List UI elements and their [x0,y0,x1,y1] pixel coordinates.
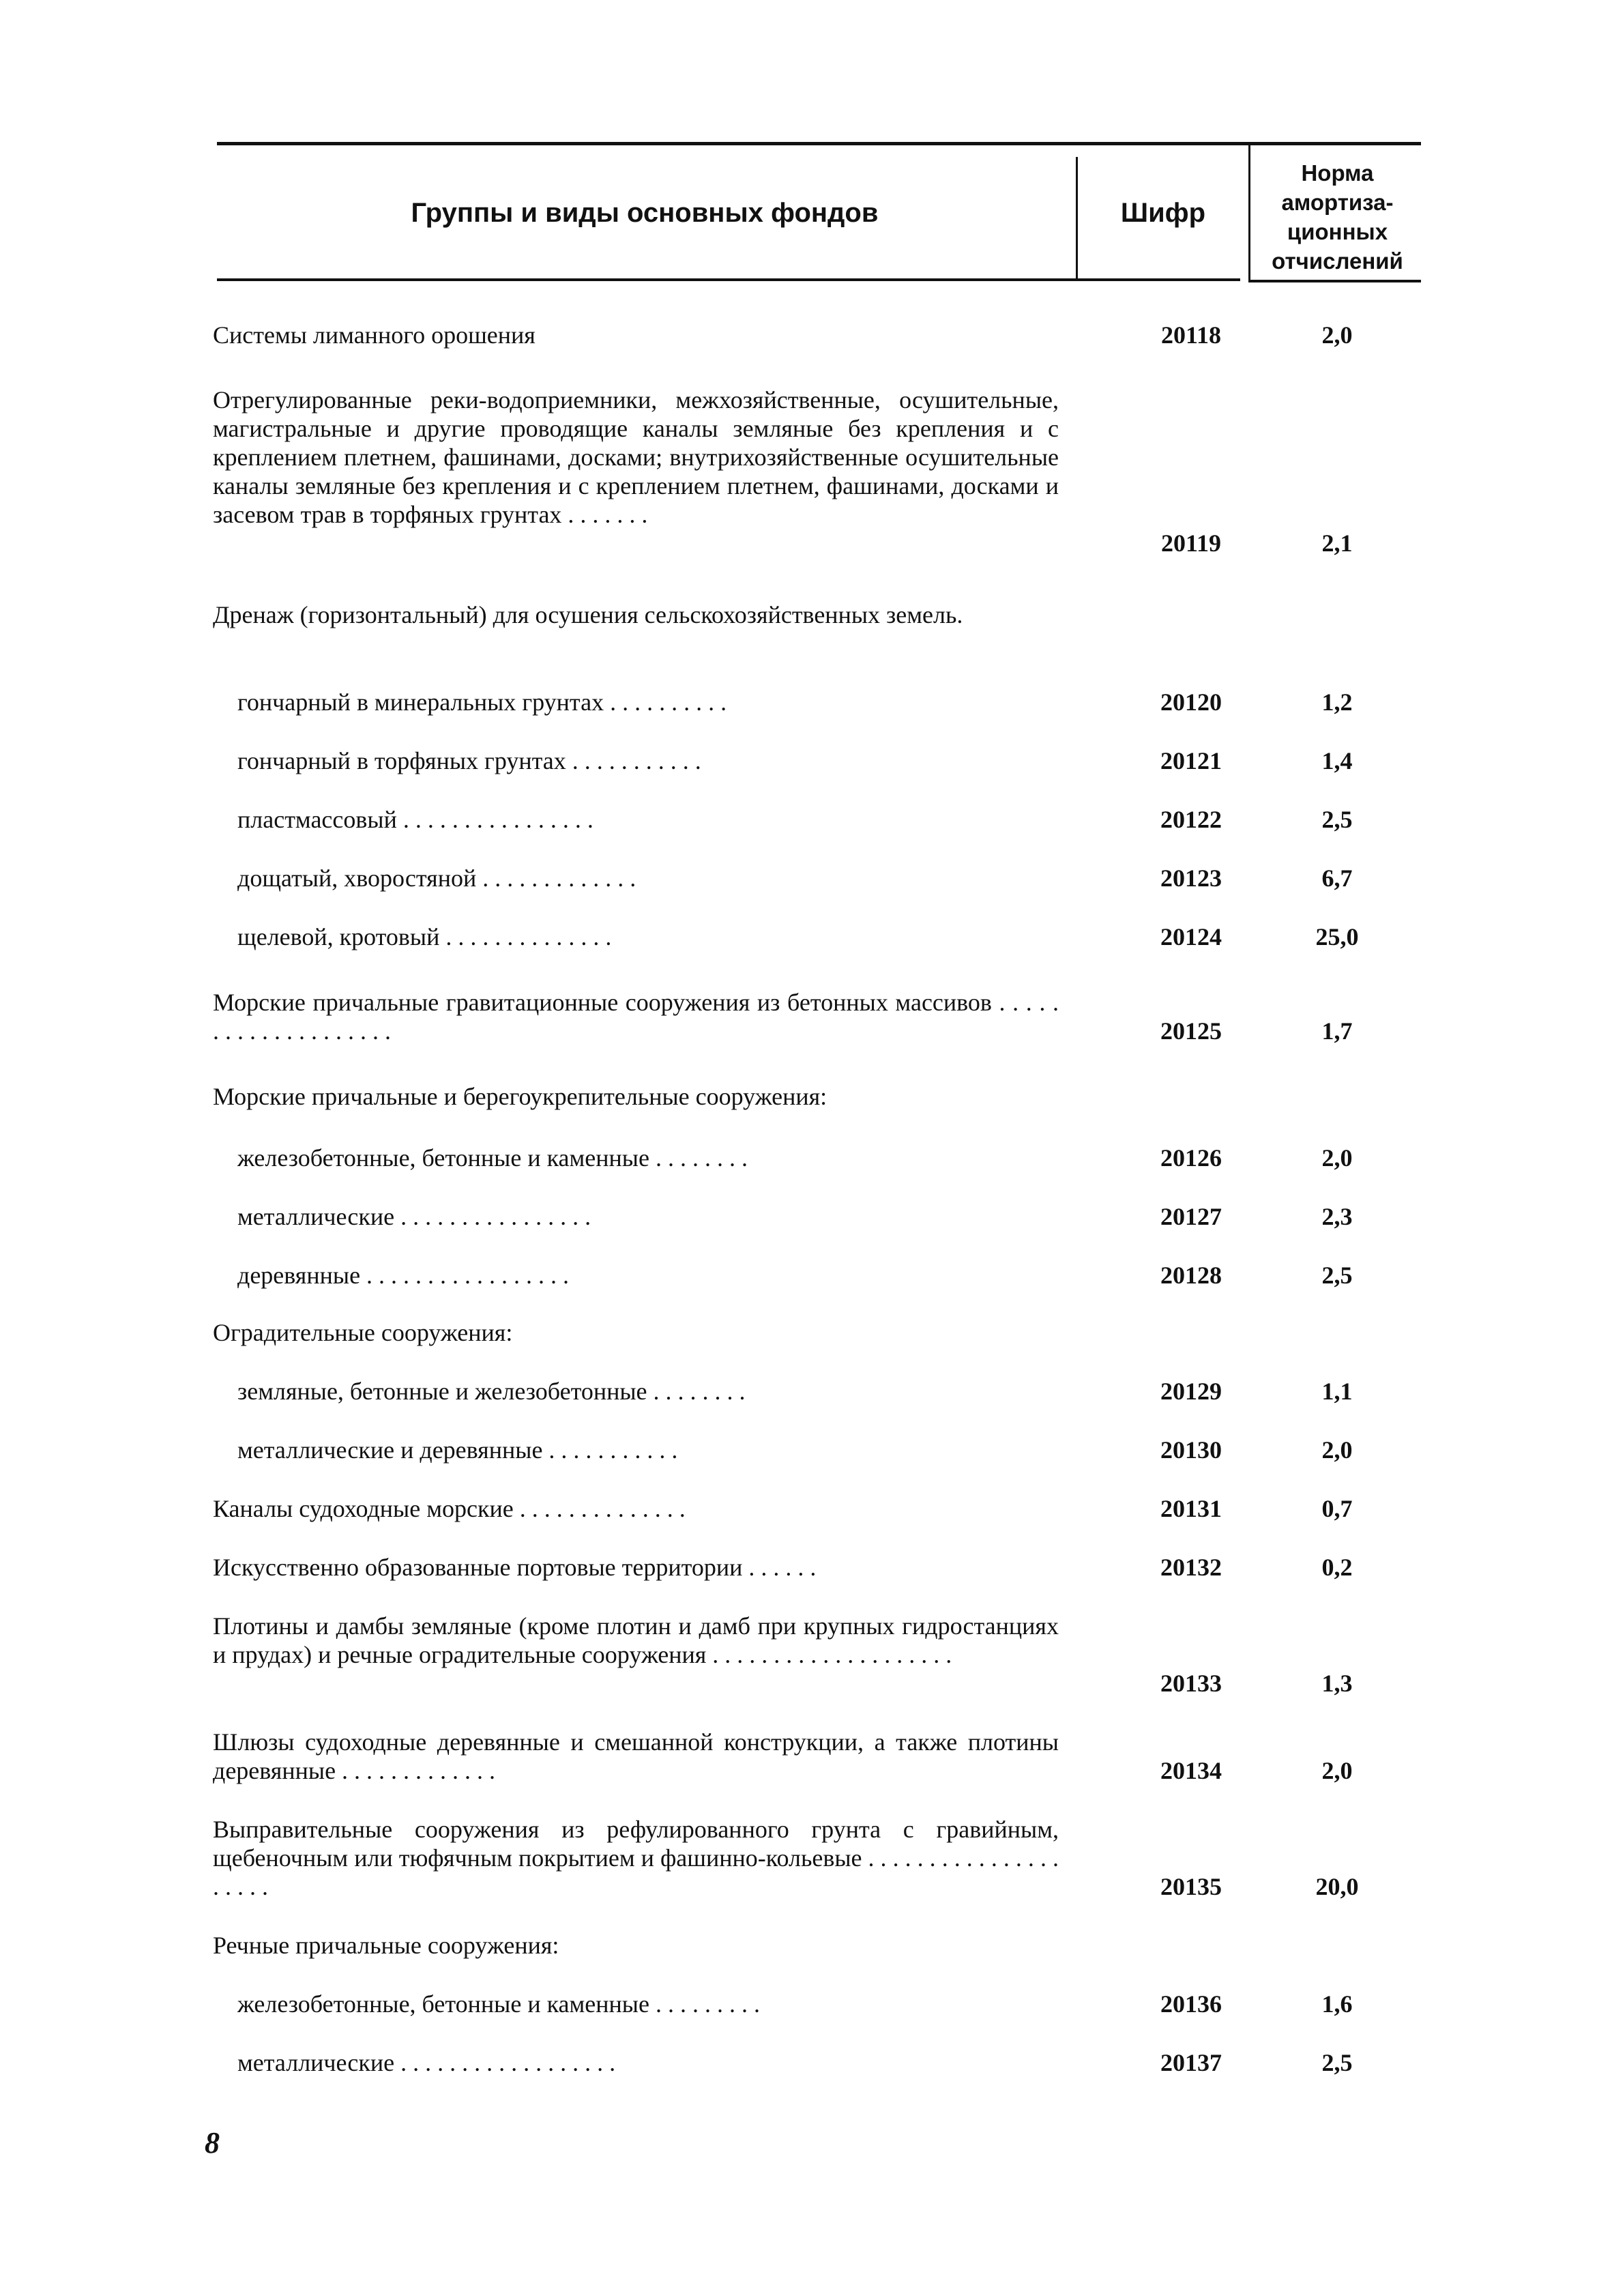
table-row [213,1494,1420,1523]
table-row [213,1815,1420,1901]
header-top-rule [217,142,1421,145]
row-norm: 1,2 [1321,688,1353,716]
row-norm: 0,7 [1321,1495,1353,1522]
row-code: 20120 [1160,688,1222,716]
row-label: пластмассовый . . . . . . . . . . . . . . . . [237,806,593,833]
row-code: 20126 [1160,1144,1222,1172]
row-norm: 0,2 [1321,1554,1353,1581]
column-header-groups: Группы и виды основных фондов [411,198,879,228]
row-code: 20132 [1160,1554,1222,1581]
row-label: Каналы судоходные морские . . . . . . . . . . . . . . [213,1495,686,1522]
table-row [213,600,1420,629]
row-norm: 2,0 [1321,1144,1353,1172]
row-norm: 2,0 [1321,321,1353,349]
row-label: земляные, бетонные и железобетонные . . . . . . . . [237,1378,746,1405]
table-row [213,1612,1420,1697]
table-row [213,988,1420,1045]
table-row [213,321,1420,349]
row-norm: 2,0 [1321,1757,1353,1784]
row-code: 20131 [1160,1495,1222,1522]
row-label: Шлюзы судоходные деревянные и смешанной конструкции, а также плотины деревянные . . . . . . . . . . . . . [213,1728,1059,1784]
row-label: Морские причальные и берегоукрепительные сооружения: [213,1083,827,1110]
table-row [213,746,1420,775]
row-code: 20124 [1160,923,1222,950]
table-row [213,1553,1420,1582]
table-row [213,922,1420,951]
table-row [213,2048,1420,2077]
row-label: Речные причальные сооружения: [213,1932,559,1959]
header-divider-1 [1076,157,1078,281]
row-norm: 2,3 [1321,1203,1353,1230]
row-label: металлические и деревянные . . . . . . . . . . . [237,1436,678,1464]
page-number: 8 [205,2126,220,2160]
row-code: 20118 [1160,321,1221,349]
row-norm: 2,5 [1321,1262,1353,1289]
table-row [213,1436,1420,1464]
table-row [213,688,1420,716]
column-header-code: Шифр [1120,198,1206,228]
table-row [213,1931,1420,1960]
column-header-norm [1254,158,1421,276]
row-label: металлические . . . . . . . . . . . . . . . . . . [237,2049,616,2076]
row-label: Морские причальные гравитационные сооружения из бетонных массивов . . . . . . . . . . . . . . . . . . . . [213,989,1059,1045]
table-row [213,1318,1420,1347]
row-label: Дренаж (горизонтальный) для осушения сельскохозяйственных земель. [213,601,963,628]
row-code: 20127 [1160,1203,1222,1230]
row-code: 20137 [1160,2049,1222,2076]
row-label: Оградительные сооружения: [213,1319,513,1346]
row-label: щелевой, кротовый . . . . . . . . . . . . . . [237,923,612,950]
row-norm: 1,4 [1321,747,1353,774]
row-norm: 2,5 [1321,806,1353,833]
row-label: железобетонные, бетонные и каменные . . . . . . . . . [237,1990,760,2018]
row-norm: 1,3 [1321,1670,1353,1697]
row-label: Искусственно образованные портовые территории . . . . . . [213,1554,817,1581]
row-label: гончарный в торфяных грунтах . . . . . . . . . . . [237,747,701,774]
row-norm: 20,0 [1315,1873,1359,1900]
row-code: 20119 [1160,529,1221,557]
row-label: Отрегулированные реки-водоприемники, межхозяйственные, осушительные, магистральные и другие проводящие каналы земляные без крепления и с креплением плетнем, фашинами, досками; внутрихозяйственные осушительные каналы земляные без крепления и с креплением плетнем, фашинами, досками и засевом трав в торфяных грунтах . . . . . . . [213,386,1059,528]
row-norm: 6,7 [1321,864,1353,892]
column-header-norm-line: Норма [1301,160,1374,186]
row-code: 20134 [1160,1757,1222,1784]
row-label: гончарный в минеральных грунтах . . . . . . . . . . [237,688,727,716]
row-norm: 1,6 [1321,1990,1353,2018]
row-code: 20128 [1160,1262,1222,1289]
row-code: 20123 [1160,864,1222,892]
row-label: Системы лиманного орошения [213,321,536,349]
row-norm: 2,5 [1321,2049,1353,2076]
column-header-norm-line: ционных [1287,219,1388,244]
row-code: 20125 [1160,1017,1222,1045]
column-header-norm-line: отчислений [1272,248,1403,274]
table-row [213,1261,1420,1290]
table-row [213,1377,1420,1406]
table-row [213,1990,1420,2018]
row-code: 20135 [1160,1873,1222,1900]
row-code: 20129 [1160,1378,1222,1405]
header-bottom-rule [217,278,1240,281]
table-row [213,1144,1420,1172]
table-row [213,1728,1420,1785]
header-bottom-rule-right [1248,280,1421,282]
row-norm: 25,0 [1315,923,1359,950]
row-code: 20130 [1160,1436,1222,1464]
row-code: 20136 [1160,1990,1222,2018]
table-row [213,864,1420,892]
row-label: Плотины и дамбы земляные (кроме плотин и дамб при крупных гидростанциях и прудах) и речные оградительные сооружения . . . . . . . . . . . . . . . . . . . . [213,1612,1059,1668]
row-code: 20133 [1160,1670,1222,1697]
row-label: Выправительные сооружения из рефулированного грунта с гравийным, щебеночным или тюфячным покрытием и фашинно-кольевые . . . . . . . . . . . . . . . . . . . . . [213,1816,1059,1900]
row-label: деревянные . . . . . . . . . . . . . . . . . [237,1262,570,1289]
row-code: 20122 [1160,806,1222,833]
row-label: дощатый, хворостяной . . . . . . . . . . . . . [237,864,636,892]
table-row [213,805,1420,834]
table-row [213,1082,1420,1111]
column-header-norm-line: амортиза- [1281,190,1394,215]
row-code: 20121 [1160,747,1222,774]
table-row [213,1202,1420,1231]
table-row [213,386,1420,557]
row-norm: 1,7 [1321,1017,1353,1045]
row-label: железобетонные, бетонные и каменные . . . . . . . . [237,1144,748,1172]
row-norm: 2,0 [1321,1436,1353,1464]
row-norm: 1,1 [1321,1378,1353,1405]
row-label: металлические . . . . . . . . . . . . . . . . [237,1203,591,1230]
row-norm: 2,1 [1321,529,1353,557]
header-divider-2 [1248,145,1250,280]
